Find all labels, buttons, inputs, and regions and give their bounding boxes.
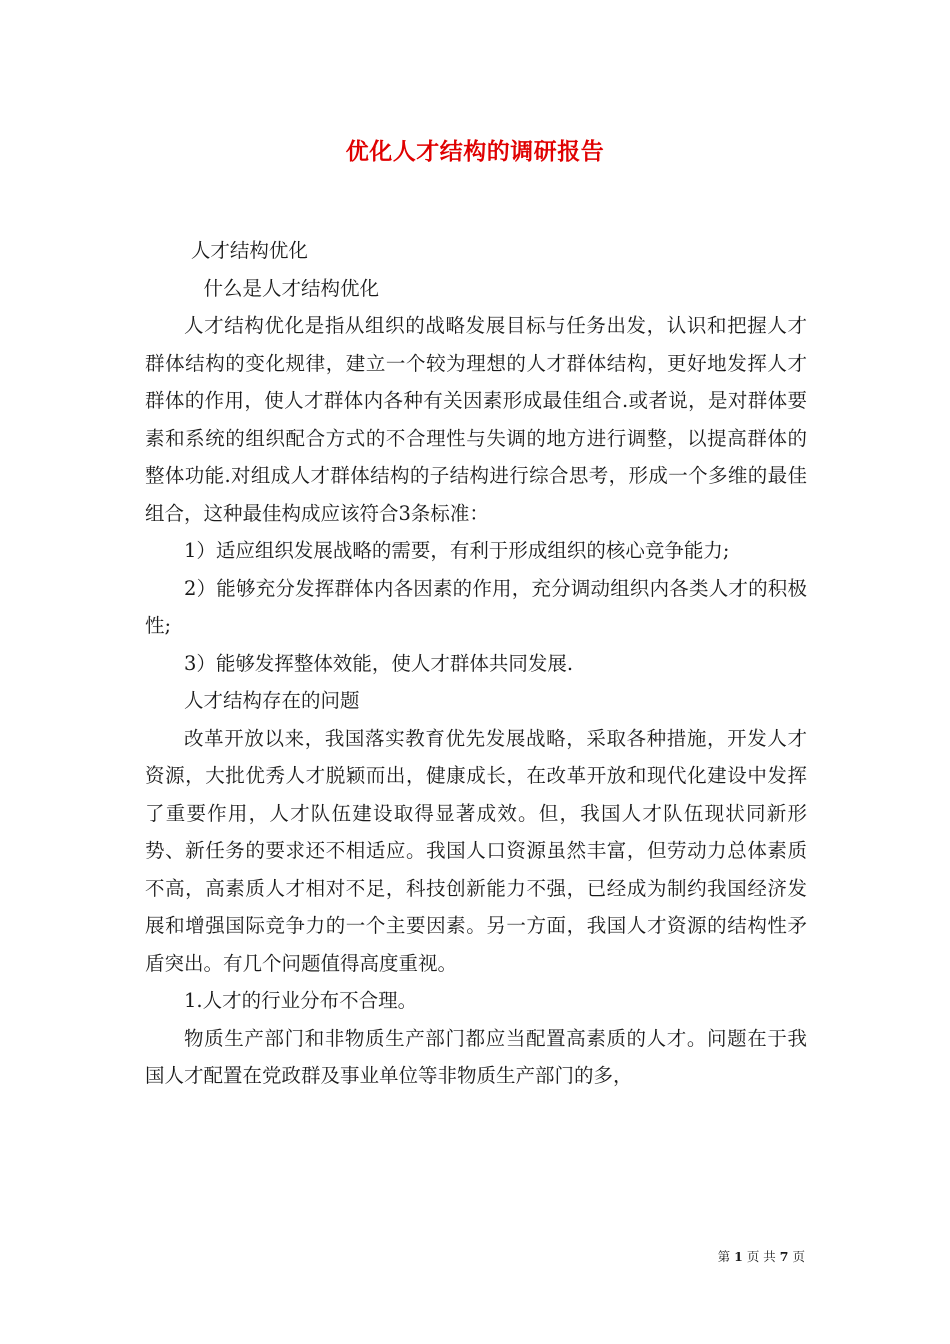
page-number-footer (718, 1247, 805, 1265)
paragraph-standard-1: 1）适应组织发展战略的需要，有利于形成组织的核心竞争能力; (184, 539, 730, 562)
paragraph-section-heading: 人才结构优化 (190, 239, 308, 262)
paragraph-subheading: 什么是人才结构优化 (203, 276, 380, 300)
document-title: 优化人才结构的调研报告 (345, 138, 605, 165)
footer-current-page: 1 (734, 1249, 743, 1264)
paragraph-definition: 人才结构优化是指从组织的战略发展目标与任务出发，认识和把握人才群体结构的变化规律，建立一个较为理想的人才群体结构，更好地发挥人才群体的作用，使人才群体内各种有关因素形成最佳组合.或者说，是对群体要素和系统的组织配合方式的不合理性与失调的地方进行调整，以提高群体的整体功能.对组成人才群体结构的子结构进行综合思考，形成一个多维的最佳组合，这种最佳构成应该符合3条标准： (145, 314, 807, 525)
paragraph-problems-body: 改革开放以来，我国落实教育优先发展战略，采取各种措施，开发人才资源，大批优秀人才脱颖而出，健康成长，在改革开放和现代化建设中发挥了重要作用，人才队伍建设取得显著成效。但，我国人才队伍现状同新形势、新任务的要求还不相适应。我国人口资源虽然丰富，但劳动力总体素质不高，高素质人才相对不足，科技创新能力不强，已经成为制约我国经济发展和增强国际竞争力的一个主要因素。另一方面，我国人才资源的结构性矛盾突出。有几个问题值得高度重视。 (145, 726, 807, 975)
footer-suffix: 页 (792, 1249, 805, 1264)
footer-prefix: 第 (717, 1249, 731, 1264)
paragraph-problems-heading: 人才结构存在的问题 (184, 689, 360, 712)
footer-middle: 页 共 (746, 1249, 776, 1264)
paragraph-standard-2: 2）能够充分发挥群体内各因素的作用，充分调动组织内各类人才的积极性; (145, 576, 807, 637)
paragraph-problem-1-body: 物质生产部门和非物质生产部门都应当配置高素质的人才。问题在于我国人才配置在党政群及事业单位等非物质生产部门的多， (145, 1026, 807, 1087)
paragraph-problem-1-heading: 1.人才的行业分布不合理。 (184, 989, 418, 1012)
paragraph-standard-3: 3）能够发挥整体效能，使人才群体共同发展. (184, 651, 574, 675)
document-body (145, 232, 807, 1095)
footer-total-pages: 7 (779, 1249, 789, 1264)
